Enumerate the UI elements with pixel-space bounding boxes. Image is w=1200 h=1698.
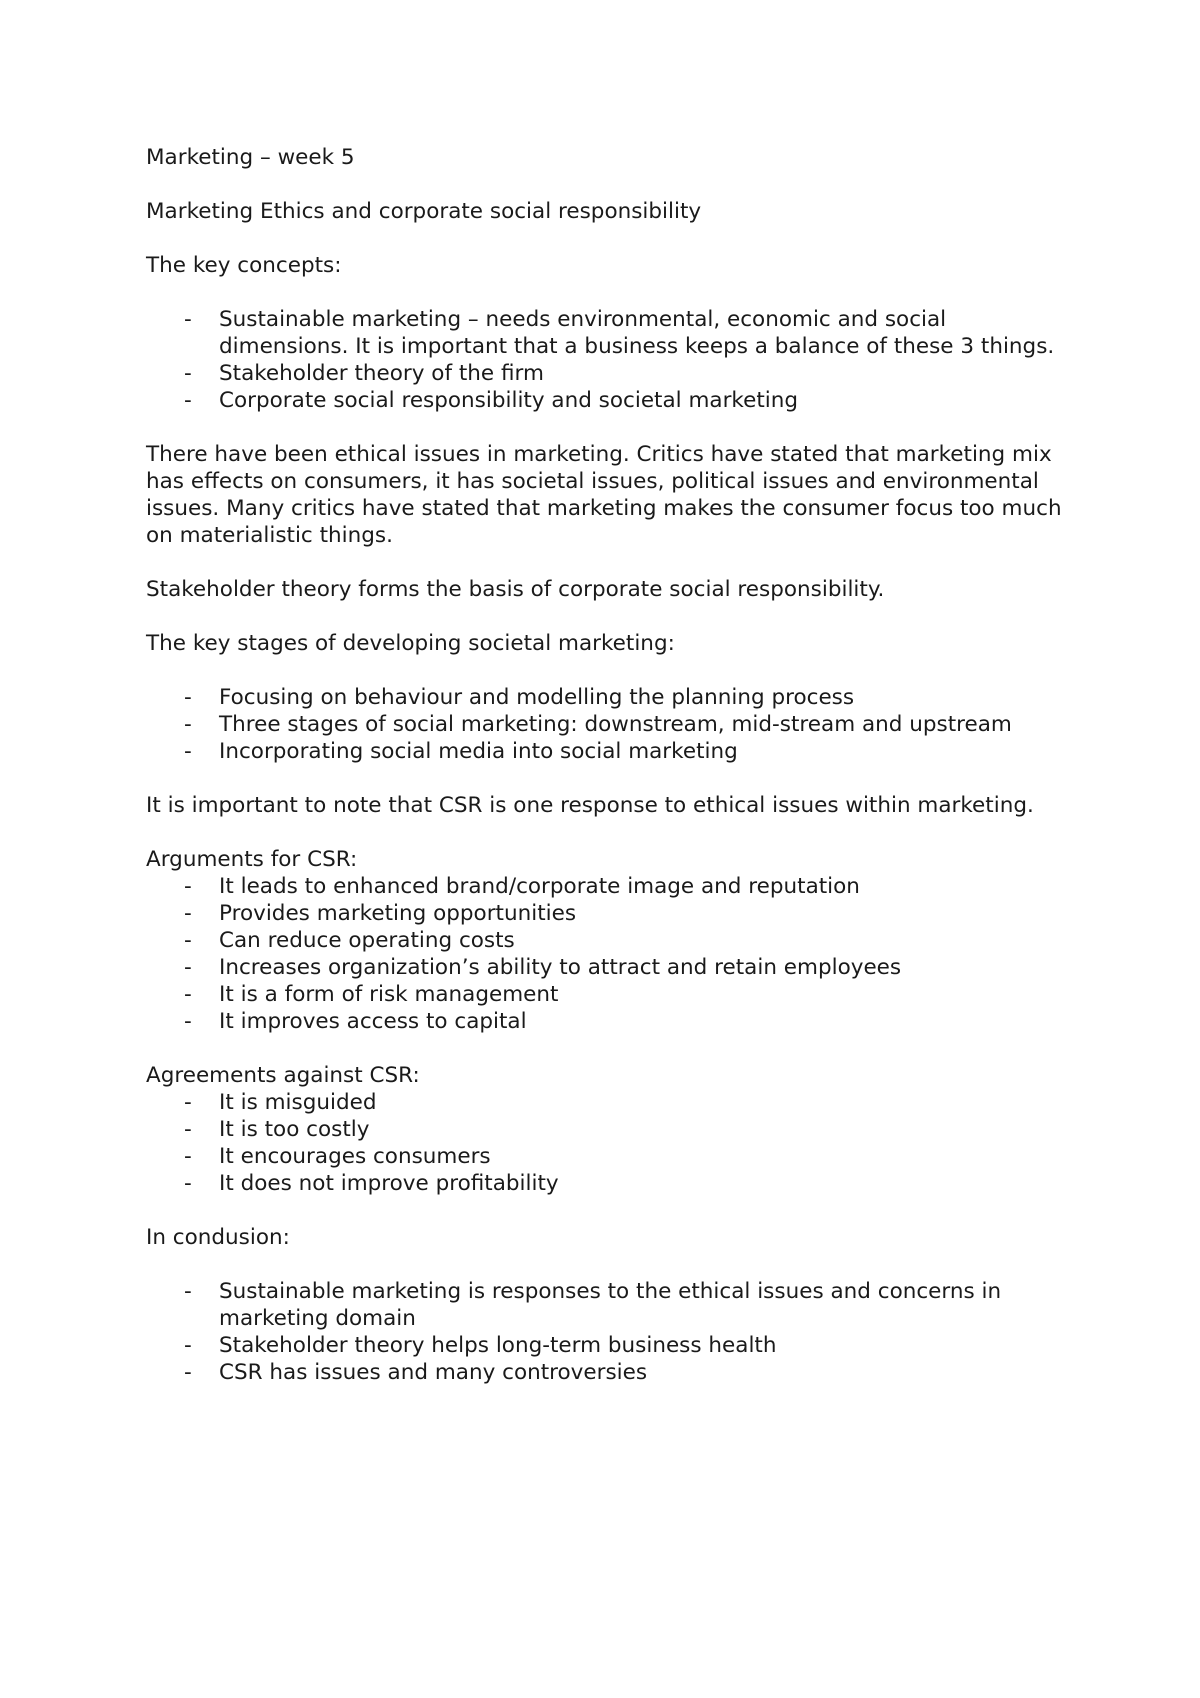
list-item	[146, 1143, 1066, 1170]
dash-bullet: -	[184, 1333, 192, 1358]
dash-bullet: -	[184, 874, 192, 899]
list-item-text: Sustainable marketing – needs environmental, economic and social dimensions. It is important that a business keeps a balance of these 3 things.	[219, 307, 1055, 359]
list-item	[146, 1359, 1066, 1386]
arguments-against-heading: Agreements against CSR:	[146, 1063, 420, 1088]
list-item-text: Focusing on behaviour and modelling the planning process	[219, 685, 855, 710]
list-item-text: Increases organization’s ability to attract and retain employees	[219, 955, 902, 980]
list-item	[146, 873, 1066, 900]
ethical-issues-paragraph: There have been ethical issues in marketing. Critics have stated that marketing mix has effects on consumers, it has societal issues, political issues and environmental issues. Many critics have stated that marketing makes the consumer focus too much on materialistic things.	[146, 442, 1062, 548]
list-item-text: It is misguided	[219, 1090, 377, 1115]
list-item	[146, 1170, 1066, 1197]
document-title: Marketing – week 5	[146, 145, 355, 170]
dash-bullet: -	[184, 1279, 192, 1304]
list-item-text: Can reduce operating costs	[219, 928, 515, 953]
list-item	[146, 306, 1066, 360]
list-item-text: Stakeholder theory helps long-term business health	[219, 1333, 777, 1358]
dash-bullet: -	[184, 1009, 192, 1034]
list-item-text: Provides marketing opportunities	[219, 901, 577, 926]
list-item-text: It is too costly	[219, 1117, 370, 1142]
list-item-text: It leads to enhanced brand/corporate image and reputation	[219, 874, 860, 899]
conclusion-heading: In condusion:	[146, 1225, 290, 1250]
list-item-text: It encourages consumers	[219, 1144, 491, 1169]
list-item	[146, 1278, 1066, 1332]
list-item	[146, 927, 1066, 954]
arguments-for-list	[146, 873, 1066, 1035]
key-concepts-list	[146, 306, 1066, 414]
document-subtitle: Marketing Ethics and corporate social responsibility	[146, 199, 702, 224]
list-item	[146, 954, 1066, 981]
stakeholder-paragraph: Stakeholder theory forms the basis of corporate social responsibility.	[146, 577, 885, 602]
dash-bullet: -	[184, 307, 192, 332]
dash-bullet: -	[184, 982, 192, 1007]
dash-bullet: -	[184, 739, 192, 764]
dash-bullet: -	[184, 1117, 192, 1142]
list-item	[146, 738, 1066, 765]
document-body	[146, 144, 1066, 1413]
list-item-text: Three stages of social marketing: downstream, mid-stream and upstream	[219, 712, 1012, 737]
dash-bullet: -	[184, 361, 192, 386]
arguments-for-heading: Arguments for CSR:	[146, 847, 358, 872]
key-concepts-heading: The key concepts:	[146, 253, 342, 278]
list-item-text: It improves access to capital	[219, 1009, 527, 1034]
list-item	[146, 711, 1066, 738]
dash-bullet: -	[184, 1360, 192, 1385]
list-item	[146, 387, 1066, 414]
list-item	[146, 360, 1066, 387]
list-item	[146, 1008, 1066, 1035]
list-item-text: It is a form of risk management	[219, 982, 559, 1007]
dash-bullet: -	[184, 1090, 192, 1115]
key-stages-list	[146, 684, 1066, 765]
csr-note-paragraph: It is important to note that CSR is one response to ethical issues within marketing.	[146, 793, 1034, 818]
list-item-text: Corporate social responsibility and societal marketing	[219, 388, 799, 413]
arguments-against-list	[146, 1089, 1066, 1197]
dash-bullet: -	[184, 901, 192, 926]
dash-bullet: -	[184, 955, 192, 980]
dash-bullet: -	[184, 712, 192, 737]
dash-bullet: -	[184, 1144, 192, 1169]
key-stages-heading: The key stages of developing societal marketing:	[146, 631, 675, 656]
list-item	[146, 1116, 1066, 1143]
list-item	[146, 981, 1066, 1008]
list-item-text: Sustainable marketing is responses to the ethical issues and concerns in marketing domain	[219, 1279, 1002, 1331]
list-item-text: Stakeholder theory of the firm	[219, 361, 544, 386]
conclusion-list	[146, 1278, 1066, 1386]
list-item-text: CSR has issues and many controversies	[219, 1360, 648, 1385]
list-item-text: Incorporating social media into social marketing	[219, 739, 738, 764]
dash-bullet: -	[184, 928, 192, 953]
list-item	[146, 900, 1066, 927]
list-item-text: It does not improve profitability	[219, 1171, 559, 1196]
list-item	[146, 1089, 1066, 1116]
dash-bullet: -	[184, 1171, 192, 1196]
list-item	[146, 684, 1066, 711]
dash-bullet: -	[184, 685, 192, 710]
list-item	[146, 1332, 1066, 1359]
dash-bullet: -	[184, 388, 192, 413]
